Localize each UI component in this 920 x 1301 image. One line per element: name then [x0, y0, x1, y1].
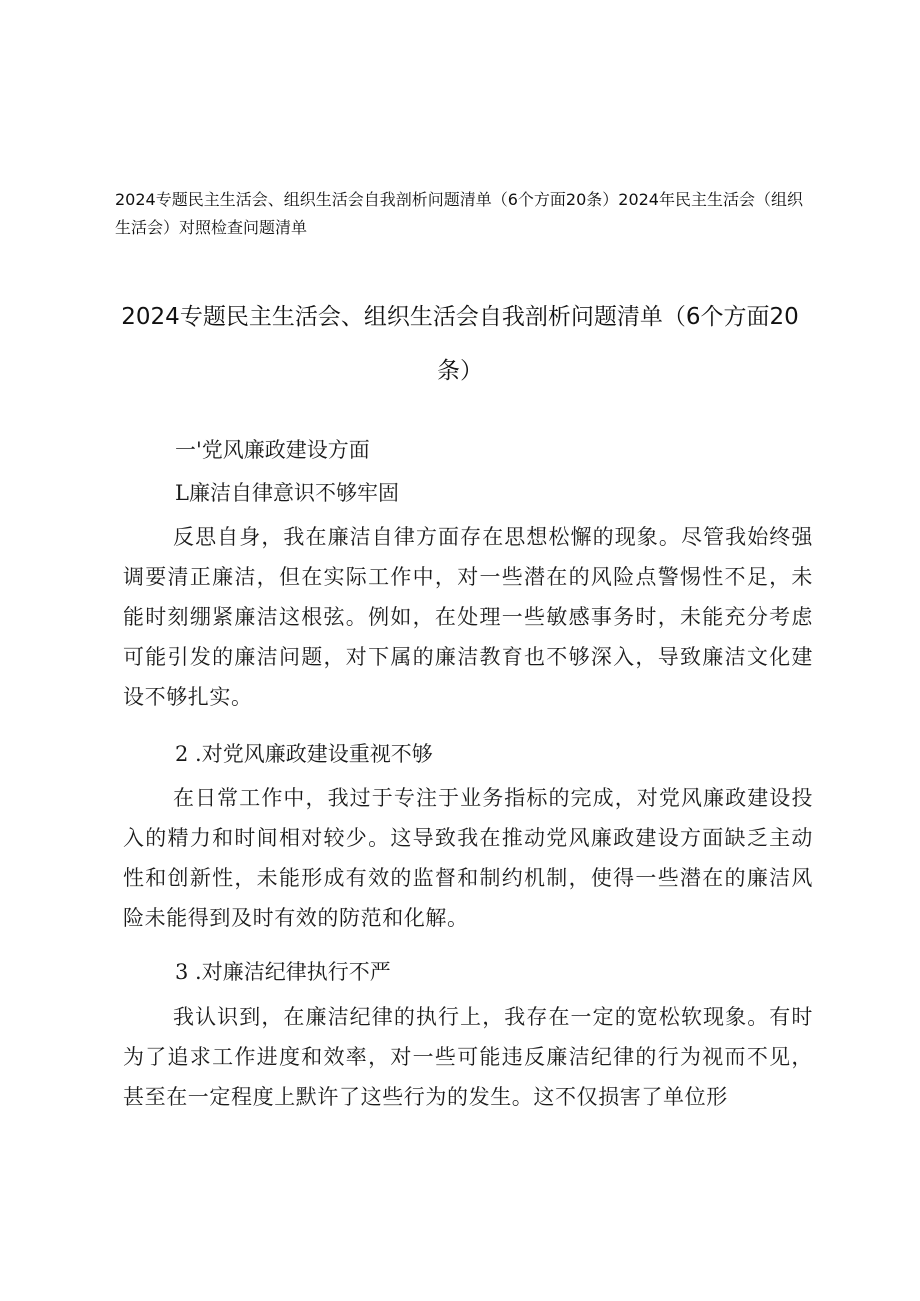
section-heading: 一'党风廉政建设方面	[175, 438, 370, 462]
document-title: 2024专题民主生活会、组织生活会自我剖析问题清单（6个方面20条）	[121, 304, 799, 384]
item-heading-2: 2 .对党风廉政建设重视不够	[175, 742, 433, 766]
item-paragraph-1: 反思自身，我在廉洁自律方面存在思想松懈的现象。尽管我始终强调要清正廉洁，但在实际工作中，对一些潜在的风险点警惕性不足，未能时刻绷紧廉洁这根弦。例如，在处理一些敏感事务时，未能充分考虑可能引发的廉洁问题，对下属的廉洁教育也不够深入，导致廉洁文化建设不够扎实。	[123, 525, 813, 709]
item-paragraph-2: 在日常工作中，我过于专注于业务指标的完成，对党风廉政建设投入的精力和时间相对较少。这导致我在推动党风廉政建设方面缺乏主动性和创新性，未能形成有效的监督和制约机制，使得一些潜在的廉洁风险未能得到及时有效的防范和化解。	[123, 786, 813, 930]
document-header: 2024专题民主生活会、组织生活会自我剖析问题清单（6个方面20条）2024年民主生活会（组织生活会）对照检查问题清单	[115, 190, 803, 237]
item-heading-3: 3 .对廉洁纪律执行不严	[175, 960, 391, 984]
item-heading-1: L廉洁自律意识不够牢固	[175, 481, 399, 505]
item-paragraph-3: 我认识到，在廉洁纪律的执行上，我存在一定的宽松软现象。有时为了追求工作进度和效率，对一些可能违反廉洁纪律的行为视而不见，甚至在一定程度上默许了这些行为的发生。这不仅损害了单位形	[123, 1005, 813, 1109]
